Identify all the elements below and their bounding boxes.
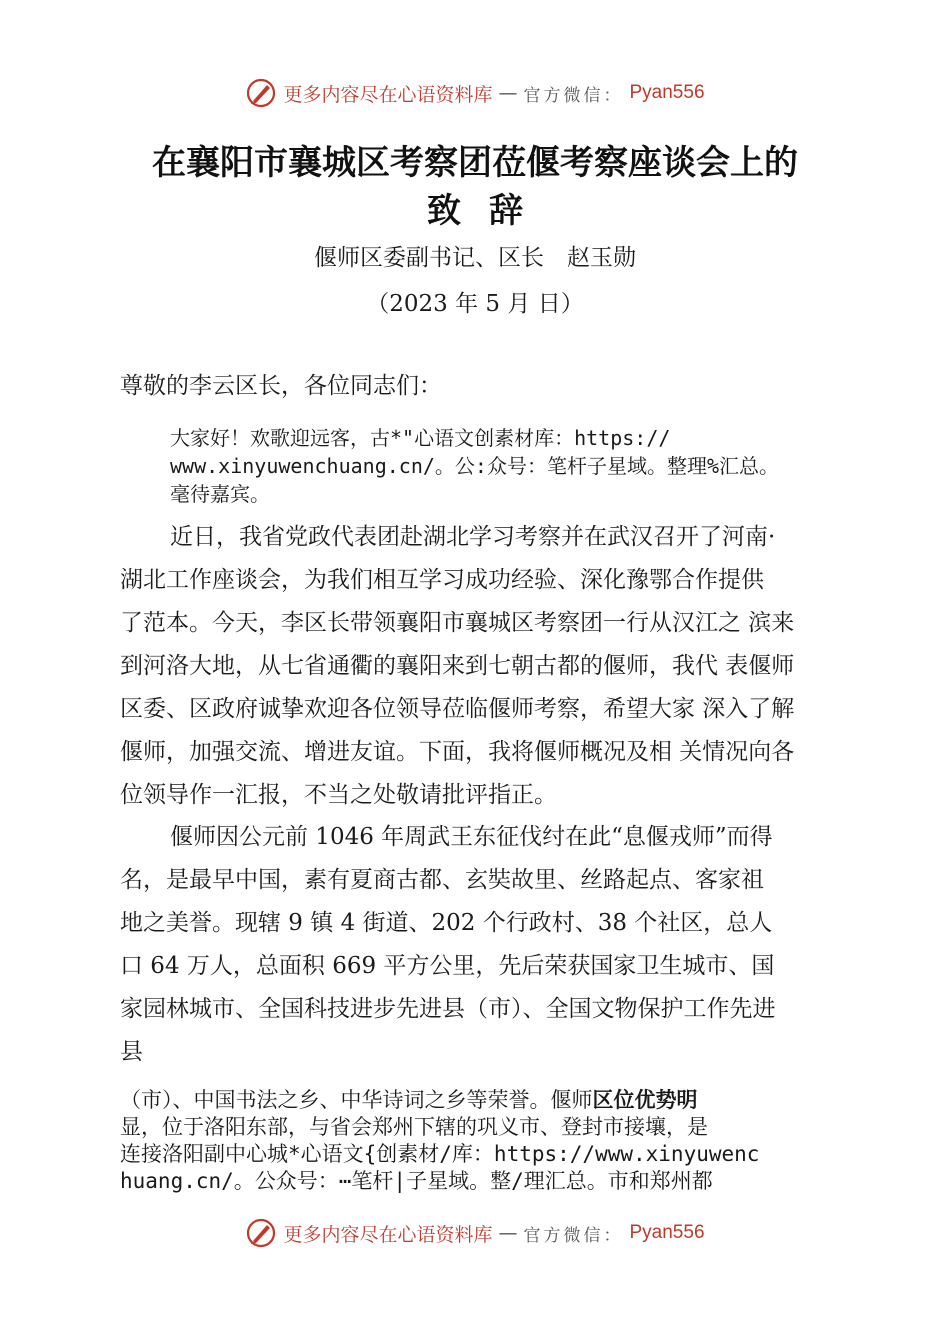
brush-logo-icon [245, 1217, 277, 1249]
banner-wechat-label: 官方微信： [523, 85, 624, 106]
paragraph-line: 近日，我省党政代表团赴湖北学习考察并在武汉召开了河南· [170, 524, 776, 550]
banner-wechat-id: Pyan556 [629, 82, 705, 103]
document-date: （2023 年 5 月 日） [366, 291, 584, 317]
banner-wechat-label: 官方微信： [523, 1225, 624, 1246]
paragraph-line: 家园林城市、全国科技进步先进县（市）、全国文物保护工作先进 [120, 996, 776, 1022]
author-byline: 偃师区委副书记、区长 赵玉勋 [314, 245, 636, 271]
paragraph-line: 偃师，加强交流、增进友谊。下面，我将偃师概况及相 关情况向各 [120, 739, 795, 765]
block2-line1-bold: 区位优势明 [592, 1088, 698, 1112]
banner-text: 更多内容尽在心语资料库 [283, 83, 493, 106]
paragraph-line: 到河洛大地，从七省通衢的襄阳来到七朝古都的偃师，我代 表偃师 [120, 653, 795, 679]
paragraph-line: 区委、区政府诚挚欢迎各位领导莅临偃师考察，希望大家 深入了解 [120, 696, 795, 722]
block2-line: 显，位于洛阳东部，与省会郑州下辖的巩义市、登封市接壤，是 [120, 1115, 708, 1139]
banner-separator: — [498, 1222, 518, 1244]
paragraph-intro [120, 516, 840, 817]
paragraph-line: 名，是最早中国，素有夏商古都、玄奘故里、丝路起点、客家祖 [120, 867, 764, 893]
banner-separator: — [498, 82, 518, 104]
paragraph-line: 位领导作一汇报，不当之处敬请批评指正。 [120, 782, 557, 808]
block2-line: huang.cn/。公众号：⋯笔杆|子星域。整/理汇总。市和郑州都 [120, 1169, 713, 1193]
brush-logo-icon [245, 77, 277, 109]
block1-line: 大家好！欢歌迎远客，古*"心语文创素材库：https:// [170, 426, 671, 450]
document-title-line1: 在襄阳市襄城区考察团莅偃考察座谈会上的 [152, 143, 798, 183]
paragraph-line: 县 [120, 1039, 143, 1065]
block2-line1-start: （市）、中国书法之乡、中华诗词之乡等荣誉。偃师 [120, 1088, 593, 1112]
block1-line: 毫待嘉宾。 [170, 482, 270, 506]
paragraph-line: 了范本。今天，李区长带领襄阳市襄城区考察团一行从汉江之 滨来 [120, 610, 795, 636]
paragraph-overview [120, 816, 840, 1074]
paragraph-line: 偃师因公元前 1046 年周武王东征伐纣在此“息偃戎师”而得 [170, 824, 773, 850]
paragraph-line: 湖北工作座谈会，为我们相互学习成功经验、深化豫鄂合作提供 [120, 567, 764, 593]
header-banner [0, 73, 950, 113]
paragraph-line: 口 64 万人，总面积 669 平方公里，先后荣获国家卫生城市、国 [120, 953, 775, 979]
inserted-text-block-1 [170, 424, 910, 508]
block2-line [120, 1087, 840, 1114]
paragraph-line: 地之美誉。现辖 9 镇 4 街道、202 个行政村、38 个社区，总人 [120, 910, 773, 936]
document-title-line2: 致辞 [427, 191, 551, 231]
footer-banner [0, 1213, 950, 1253]
inserted-text-block-2 [120, 1087, 840, 1195]
block1-line: www.xinyuwenchuang.cn/。公:众号：笔杆子星域。整理%汇总。 [170, 454, 779, 478]
block2-line: 连接洛阳副中心城*心语文{创素材/库：https://www.xinyuwenc [120, 1142, 760, 1166]
banner-text: 更多内容尽在心语资料库 [283, 1223, 493, 1246]
banner-wechat-id: Pyan556 [629, 1222, 705, 1243]
salutation: 尊敬的李云区长，各位同志们： [120, 373, 442, 399]
